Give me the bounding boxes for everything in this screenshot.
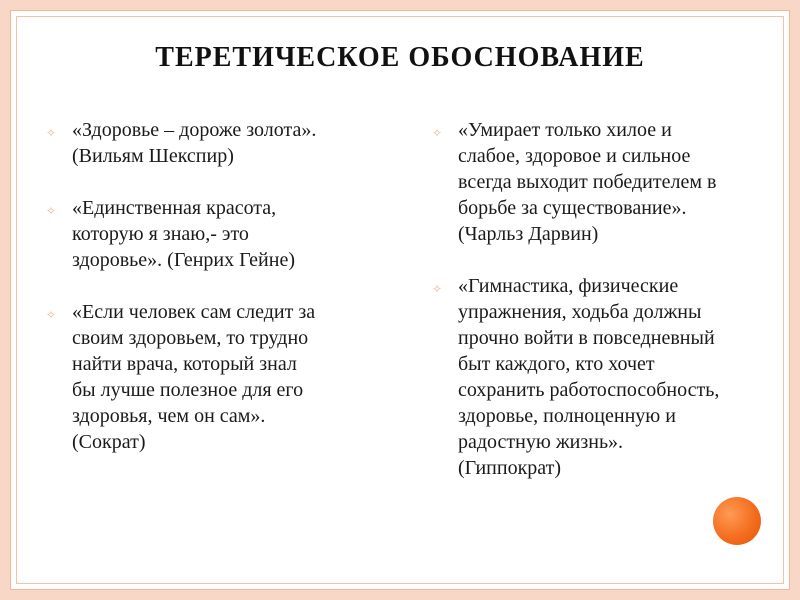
quote-item — [432, 273, 772, 481]
quote-text: «Единственная красота, которую я знаю,- это здоровье». (Генрих Гейне) — [72, 197, 295, 271]
quote-item — [46, 117, 356, 169]
quote-text: «Умирает только хилое и слабое, здоровое и сильное всегда выходит победителем в борьбе за существование». (Чарльз Дарвин) — [458, 119, 717, 245]
quote-item — [46, 299, 356, 455]
decorative-orange-circle-icon — [713, 497, 761, 545]
bullet-icon: ✧ — [46, 308, 57, 322]
quote-text: «Здоровье – дороже золота». (Вильям Шекспир) — [72, 119, 317, 167]
left-quote-column — [46, 117, 356, 481]
bullet-icon: ✧ — [432, 126, 443, 140]
quote-item — [46, 195, 356, 273]
bullet-icon: ✧ — [46, 204, 57, 218]
bullet-icon: ✧ — [432, 282, 443, 296]
quote-text: «Если человек сам следит за своим здоровьем, то трудно найти врача, который знал бы лучше полезное для его здоровья, чем он сам». (Сократ) — [72, 301, 316, 453]
quote-item — [432, 117, 772, 247]
right-quote-column — [432, 117, 772, 507]
bullet-icon: ✧ — [46, 126, 57, 140]
slide-title: ТЕРЕТИЧЕСКОЕ ОБОСНОВАНИЕ — [155, 42, 645, 73]
quote-text: «Гимнастика, физические упражнения, ходьба должны прочно войти в повседневный быт каждого, кто хочет сохранить работоспособность, здоровье, полноценную и радостную жизнь». (Гиппократ) — [458, 275, 720, 479]
